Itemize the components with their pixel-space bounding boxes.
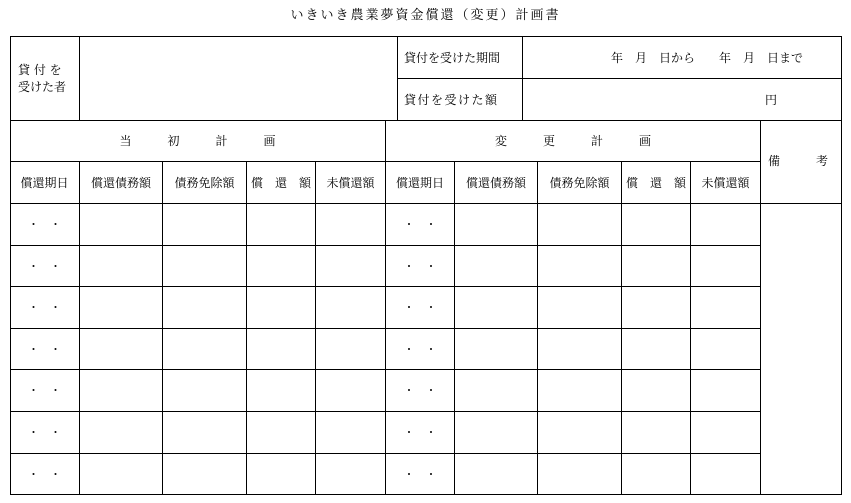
row-line — [10, 369, 760, 370]
outer-border-bottom — [10, 494, 842, 495]
due-date-cell[interactable]: ・ ・ — [403, 259, 437, 273]
due-date-cell[interactable]: ・ ・ — [28, 342, 61, 356]
loan-amount-unit: 円 — [765, 93, 778, 107]
due-date-cell[interactable]: ・ ・ — [403, 426, 437, 439]
col-header-due-date: 償還期日 — [395, 176, 444, 190]
row-line — [10, 286, 760, 287]
col-header-due-date: 償還期日 — [20, 176, 69, 190]
due-date-cell[interactable]: ・ ・ — [403, 384, 437, 397]
due-date-cell[interactable]: ・ ・ — [403, 342, 437, 356]
due-date-cell[interactable]: ・ ・ — [28, 467, 61, 481]
col-header-repay-debt: 償還債務額 — [465, 176, 526, 190]
due-date-cell[interactable]: ・ ・ — [28, 426, 61, 439]
form-title: いきいき農業夢資金償還（変更）計画書 — [290, 8, 561, 23]
top-section-bottom-line — [10, 120, 842, 121]
col-header-debt-exemption: 債務免除額 — [549, 176, 610, 190]
loan-period-field[interactable]: 年 月 日から 年 月 日まで — [611, 51, 804, 65]
col-header-repay-debt: 償還債務額 — [90, 176, 151, 190]
due-date-cell[interactable]: ・ ・ — [403, 467, 437, 481]
remarks-header: 備 考 — [768, 154, 829, 168]
outer-border-right — [841, 36, 842, 495]
top-mid-line — [397, 78, 842, 79]
row-line — [10, 245, 760, 246]
column-header-line — [10, 203, 842, 204]
due-date-cell[interactable]: ・ ・ — [28, 301, 61, 314]
col-header-unpaid: 未償還額 — [701, 176, 750, 190]
borrower-label-line1: 貸 付 を — [18, 63, 62, 77]
due-date-cell[interactable]: ・ ・ — [403, 301, 437, 314]
remarks-divider — [760, 120, 761, 495]
col-header-unpaid: 未償還額 — [326, 176, 375, 190]
changed-plan-header: 変 更 計 画 — [494, 134, 651, 148]
col-header-repay-amount: 償 還 額 — [250, 176, 311, 190]
row-line — [10, 453, 760, 454]
row-line — [10, 328, 760, 329]
outer-border-top — [10, 36, 842, 37]
row-line — [10, 411, 760, 412]
borrower-label-divider — [79, 36, 80, 121]
loan-period-label: 貸付を受けた期間 — [404, 51, 501, 65]
due-date-cell[interactable]: ・ ・ — [28, 384, 61, 397]
due-date-cell[interactable]: ・ ・ — [403, 218, 437, 231]
initial-plan-header: 当 初 計 画 — [119, 134, 276, 148]
due-date-cell[interactable]: ・ ・ — [28, 259, 61, 273]
due-date-cell[interactable]: ・ ・ — [28, 218, 61, 231]
col-header-repay-amount: 償 還 額 — [625, 176, 686, 190]
borrower-label-line2: 受けた者 — [18, 80, 67, 94]
borrower-value-divider — [397, 36, 398, 121]
col-header-debt-exemption: 債務免除額 — [174, 176, 235, 190]
loan-amount-label: 貸付を受けた額 — [404, 93, 499, 107]
period-label-divider — [522, 36, 523, 121]
